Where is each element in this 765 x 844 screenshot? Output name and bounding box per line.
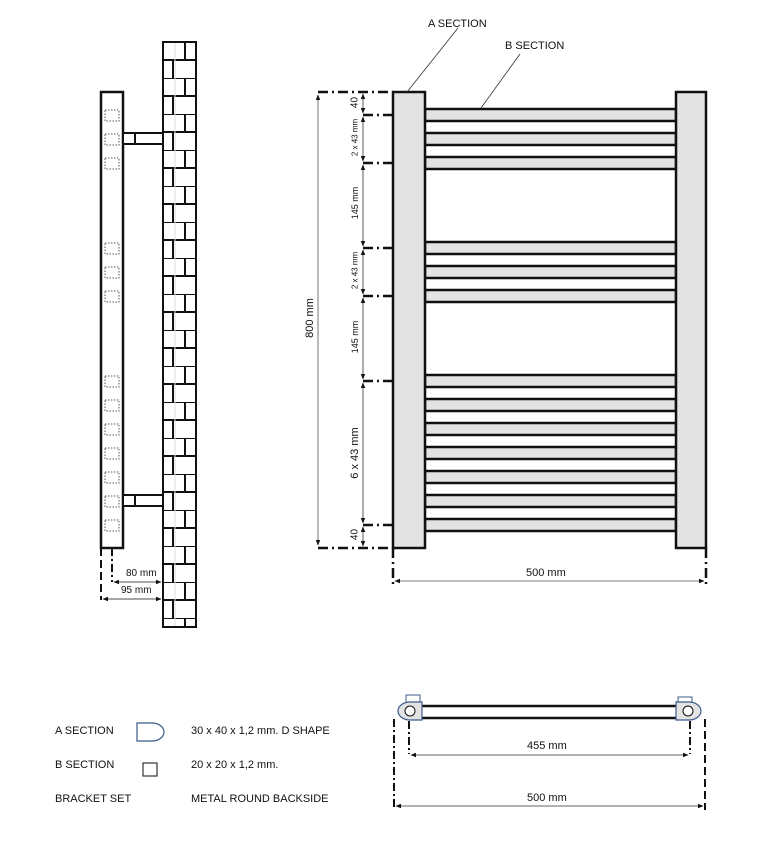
dim-gap2: 145 mm [350, 320, 360, 354]
dim-800: 800 mm [304, 298, 316, 338]
wall-brick [163, 42, 196, 627]
left-collector [393, 92, 425, 548]
callout-b-section: B SECTION [505, 40, 565, 52]
dim-bottom-40: 40 [349, 528, 361, 541]
legend-spec-a: 30 x 40 x 1,2 mm. D SHAPE [191, 725, 330, 737]
wall-bracket-bottom [123, 495, 163, 506]
top-bar [420, 706, 678, 718]
wall-bracket-top [123, 133, 163, 144]
dim-top-40: 40 [349, 96, 361, 109]
dim-group1: 2 x 43 mm [350, 118, 360, 157]
d-shape-icon [137, 723, 164, 741]
dim-95: 95 mm [121, 585, 152, 596]
dim-gap1: 145 mm [350, 186, 360, 220]
right-collector [676, 92, 706, 548]
side-view [101, 42, 196, 627]
legend-name-b: B SECTION [55, 759, 115, 771]
front-view [318, 28, 706, 585]
square-icon [143, 763, 157, 776]
legend-name-bracket: BRACKET SET [55, 793, 132, 805]
legend-spec-bracket: METAL ROUND BACKSIDE [191, 793, 329, 805]
side-rail [101, 92, 123, 548]
callout-a-section: A SECTION [428, 18, 487, 30]
dim-width-500: 500 mm [526, 567, 566, 579]
legend-name-a: A SECTION [55, 725, 114, 737]
dim-80: 80 mm [126, 568, 157, 579]
dim-group2: 2 x 43 mm [350, 251, 360, 290]
horizontal-bars [425, 109, 676, 531]
dim-top-455: 455 mm [527, 740, 567, 752]
dim-top-500: 500 mm [527, 792, 567, 804]
dim-group3: 6 x 43 mm [349, 427, 361, 479]
legend-spec-b: 20 x 20 x 1,2 mm. [191, 759, 279, 771]
